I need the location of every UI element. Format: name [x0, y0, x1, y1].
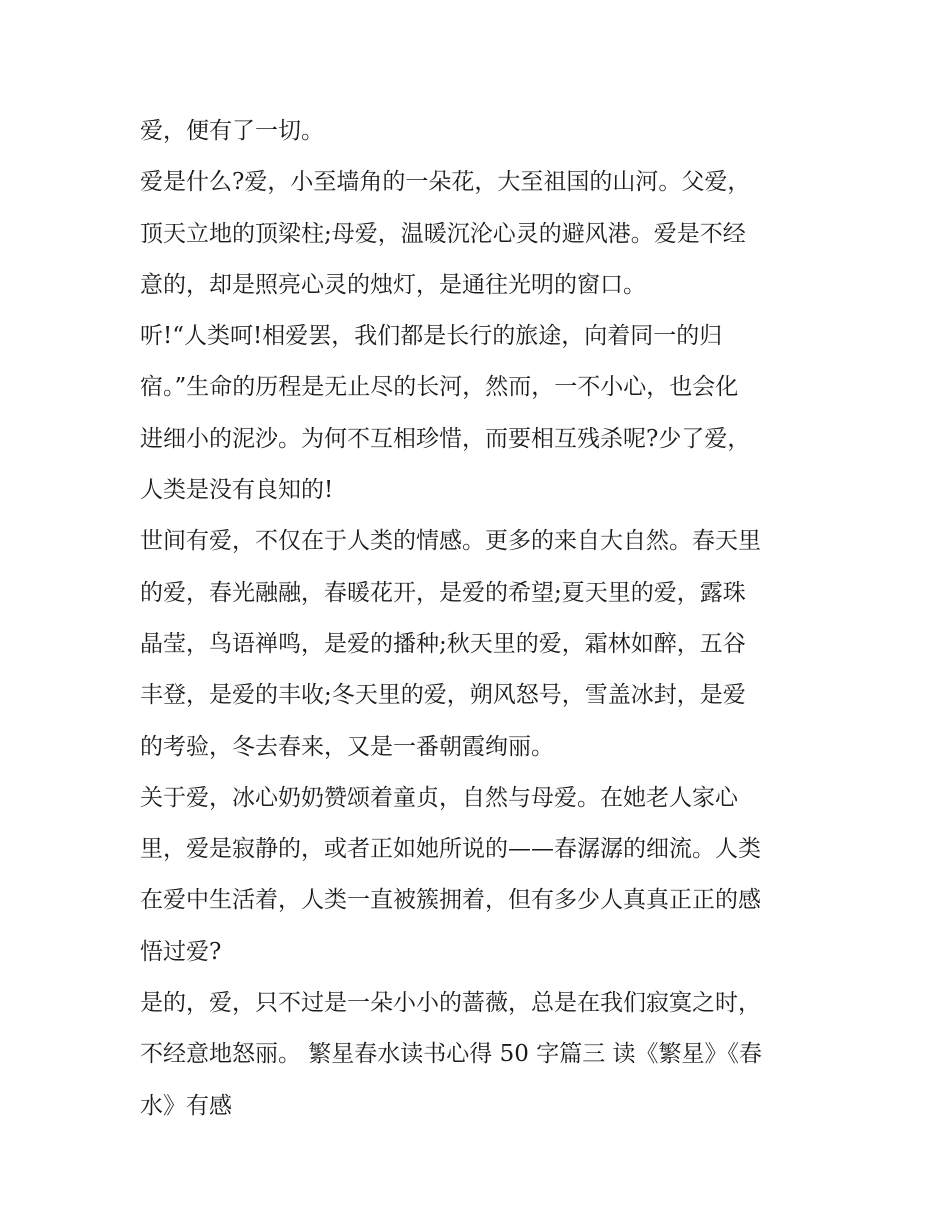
text-line-18: 是的，爱，只不过是一朵小小的蔷薇，总是在我们寂寞之时，	[140, 990, 761, 1017]
text-line-7: 进细小的泥沙。为何不互相珍惜，而要相互残杀呢?少了爱，	[140, 425, 751, 452]
text-line-20: 水》有感	[140, 1092, 232, 1119]
text-line-4: 意的，却是照亮心灵的烛灯，是通往光明的窗口。	[140, 271, 646, 298]
text-line-2: 爱是什么?爱，小至墙角的一朵花，大至祖国的山河。父爱，	[140, 169, 751, 196]
text-line-6: 宿。”生命的历程是无止尽的长河，然而，一不小心，也会化	[140, 374, 739, 401]
text-line-3: 顶天立地的顶梁柱;母爱，温暖沉沦心灵的避风港。爱是不经	[140, 220, 746, 247]
text-line-8: 人类是没有良知的!	[140, 477, 334, 504]
text-line-15: 里，爱是寂静的，或者正如她所说的——春潺潺的细流。人类	[140, 836, 761, 863]
text-line-14: 关于爱，冰心奶奶赞颂着童贞，自然与母爱。在她老人家心	[140, 784, 738, 811]
text-line-5: 听!“人类呵!相爱罢，我们都是长行的旅途，向着同一的归	[140, 323, 723, 350]
text-line-16: 在爱中生活着，人类一直被簇拥着，但有多少人真真正正的感	[140, 887, 761, 914]
text-line-9: 世间有爱，不仅在于人类的情感。更多的来自大自然。春天里	[140, 528, 761, 555]
text-line-13: 的考验，冬去春来，又是一番朝霞绚丽。	[140, 733, 554, 760]
document-body	[140, 106, 820, 1132]
text-line-11: 晶莹，鸟语禅鸣，是爱的播种;秋天里的爱，霜林如醉，五谷	[140, 630, 746, 657]
text-line-10: 的爱，春光融融，春暖花开，是爱的希望;夏天里的爱，露珠	[140, 579, 746, 606]
text-line-17: 悟过爱?	[140, 938, 222, 965]
text-line-19: 不经意地怒丽。 繁星春水读书心得 50 字篇三 读《繁星》《春	[140, 1041, 763, 1068]
text-line-1: 爱，便有了一切。	[140, 118, 324, 144]
text-line-12: 丰登，是爱的丰收;冬天里的爱，朔风怒号，雪盖冰封，是爱	[140, 682, 746, 709]
